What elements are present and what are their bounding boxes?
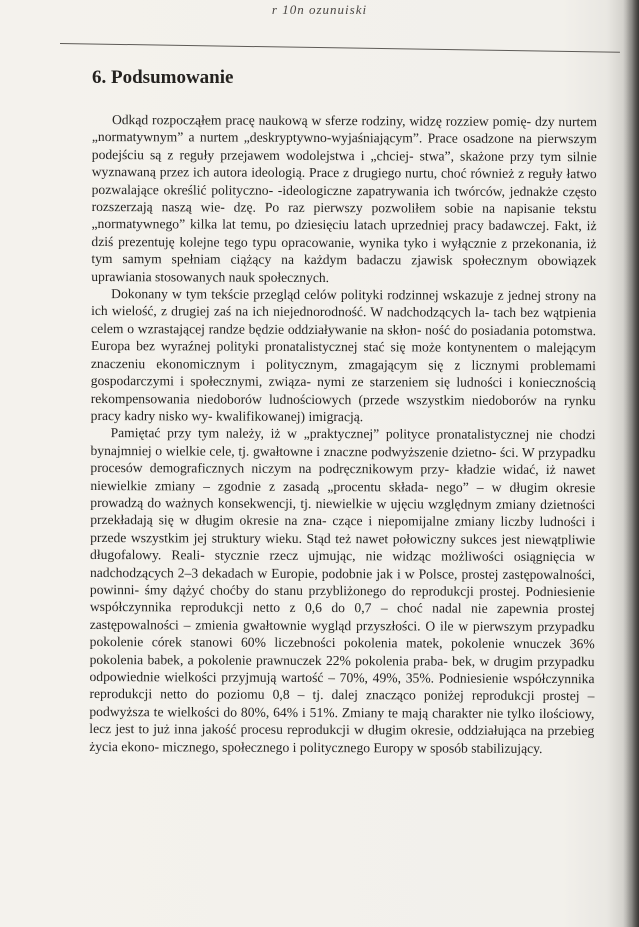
paragraph-1: Odkąd rozpocząłem pracę naukową w sferze rodziny, widzę rozziew pomię- dzy nurtem „normatywnym” a nurtem „deskryptywno-wyjaśniającym”. Prace osadzone na pierwszym podejściu są z reguły przejawem wodolejstwa i „chciej- stwa”, skażone przy tym silnie wyznawaną przez ich autora ideologią. Prace z drugiego nurtu, choć również z reguły łatwo pozwalające określić polityczno- -ideologiczne zapatrywania ich twórców, jednakże często rozszerzają naszą wie- dzę. Po raz pierwszy pozwoliłem sobie na napisanie tekstu „normatywnego” kilka lat temu, po dziesięciu latach uprzedniej pracy badawczej. Fakt, iż dziś prezentuję kolejne tego typu opracowanie, wynika tyko i wyłącznie z przekonania, iż tym samym spełniam ciążący na każdym badaczu zjawisk społecznym obowiązek uprawiania stosowanych nauk społecznych. — [91, 112, 597, 285]
section-heading: 6. Podsumowanie — [92, 67, 234, 88]
paragraph-2: Dokonany w tym tekście przegląd celów polityki rodzinnej wskazuje z jednej strony na ich wielość, z drugiej zaś na ich niejednorodność. W nadchodzących la- tach bez wątpienia celem o wzrastającej randze będzie oddziaływanie na skłon- ność do posiadania potomstwa. Europa bez wyraźnej polityki pronatalistycznej stać się może kontynentem o malejącym znaczeniu ekonomicznym i politycznym, zmagającym się z licznymi problemami gospodarczymi i społecznymi, związa- nymi ze starzeniem się ludności i koniecznością rekompensowania niedoborów ludnościowych (przede wszystkim niedoborów na rynku pracy kadry nisko wy- kwalifikowanej) imigracją. — [90, 286, 597, 425]
running-head: r 10n ozunuiski — [271, 2, 368, 16]
body-text — [89, 111, 597, 757]
header-rule — [60, 43, 620, 53]
paragraph-3: Pamiętać przy tym należy, iż w „praktycznej” polityce pronatalistycznej nie chodzi bynajmniej o wielkie cele, tj. gwałtowne i znaczne podwyższenie dzietno- ści. W przypadku procesów demograficznych niczym na podręcznikowym przy- kładzie widać, iż nawet niewielkie zmiany – zgodnie z zasadą „procentu składa- nego” – w długim okresie prowadzą do ważnych konsekwencji, tj. niewielkie w ujęciu względnym zmiany dzietności przekładają się w długim okresie na zna- czące i niepomijalne zmiany liczby ludności i przede wszystkim jej struktury wieku. Stąd też nawet połowiczny sukces jest niewątpliwie długofalowy. Reali- stycznie rzecz ujmując, nie widząc możliwości osiągnięcia w nadchodzących 2–3 dekadach w Europie, podobnie jak i w Polsce, prostej zastępowalności, powinni- śmy dążyć choćby do stanu przybliżonego do reprodukcji prostej. Podniesienie współczynnika reprodukcji netto z 0,6 do 0,7 – choć nadal nie zapewnia prostej zastępowalności – zmienia gwałtownie wygląd przyszłości. O ile w pierwszym przypadku pokolenie córek stanowi 60% liczebności pokolenia matek, pokolenie wnuczek 36% pokolenia babek, a pokolenie prawnuczek 22% pokolenia praba- bek, w drugim przypadku odpowiednie wielkości przyjmują wartość – 70%, 49%, 35%. Podniesienie współczynnika reprodukcji netto do poziomu 0,8 – tj. dalej znacząco poniżej reprodukcji prostej – podwyższa te wielkości do 80%, 64% i 51%. Zmiany te mają charakter nie tylko ilościowy, lecz jest to już inna jakość procesu reprodukcji w długim okresie, oddziałująca na przebieg życia ekono- micznego, społecznego i politycznego Europy w sposób stabilizujący. — [89, 425, 596, 756]
page-edge-shadow — [623, 0, 639, 927]
